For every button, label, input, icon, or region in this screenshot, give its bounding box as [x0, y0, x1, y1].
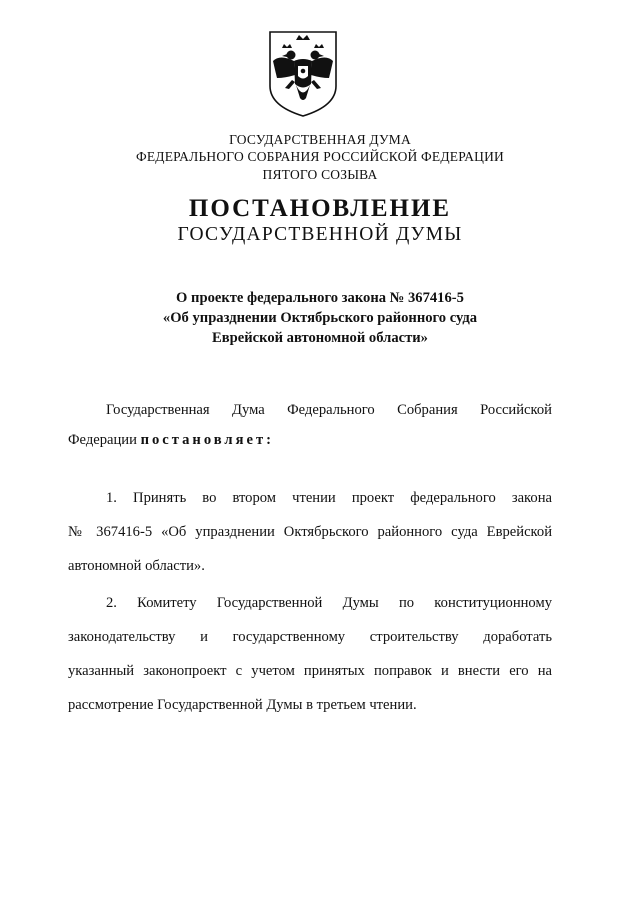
- topic-line: Еврейской автономной области»: [212, 330, 428, 346]
- org-name-line: ГОСУДАРСТВЕННАЯ ДУМА: [229, 132, 411, 147]
- item-line: 1. Принять во втором чтении проект федерального закона: [106, 490, 552, 506]
- item-line: указанный законопроект с учетом принятых поправок и внести его на: [68, 663, 552, 679]
- coat-of-arms-emblem: [266, 28, 340, 118]
- item-line: автономной области».: [68, 558, 205, 574]
- topic-line: «Об упразднении Октябрьского районного суда: [162, 310, 478, 326]
- topic-line: О проекте федерального закона № 367416-5: [176, 290, 464, 306]
- preamble-line: [68, 430, 552, 450]
- preamble-verb: постановляет:: [140, 432, 275, 448]
- org-name-line: ФЕДЕРАЛЬНОГО СОБРАНИЯ РОССИЙСКОЙ ФЕДЕРАЦИИ: [136, 149, 504, 164]
- item-line: законодательству и государственному строительству доработать: [68, 629, 552, 645]
- preamble-text: Федерации: [68, 432, 137, 448]
- item-line: рассмотрение Государственной Думы в третьем чтении.: [68, 697, 417, 713]
- item-line: 2. Комитету Государственной Думы по конституционному: [106, 595, 552, 611]
- document-type-subtitle: ГОСУДАРСТВЕННОЙ ДУМЫ: [177, 224, 463, 245]
- convocation-line: ПЯТОГО СОЗЫВА: [262, 167, 378, 182]
- document-type-title: ПОСТАНОВЛЕНИЕ: [188, 195, 452, 222]
- preamble-line: Государственная Дума Федерального Собрания Российской: [106, 402, 552, 418]
- item-line: № 367416-5 «Об упразднении Октябрьского районного суда Еврейской: [68, 524, 552, 540]
